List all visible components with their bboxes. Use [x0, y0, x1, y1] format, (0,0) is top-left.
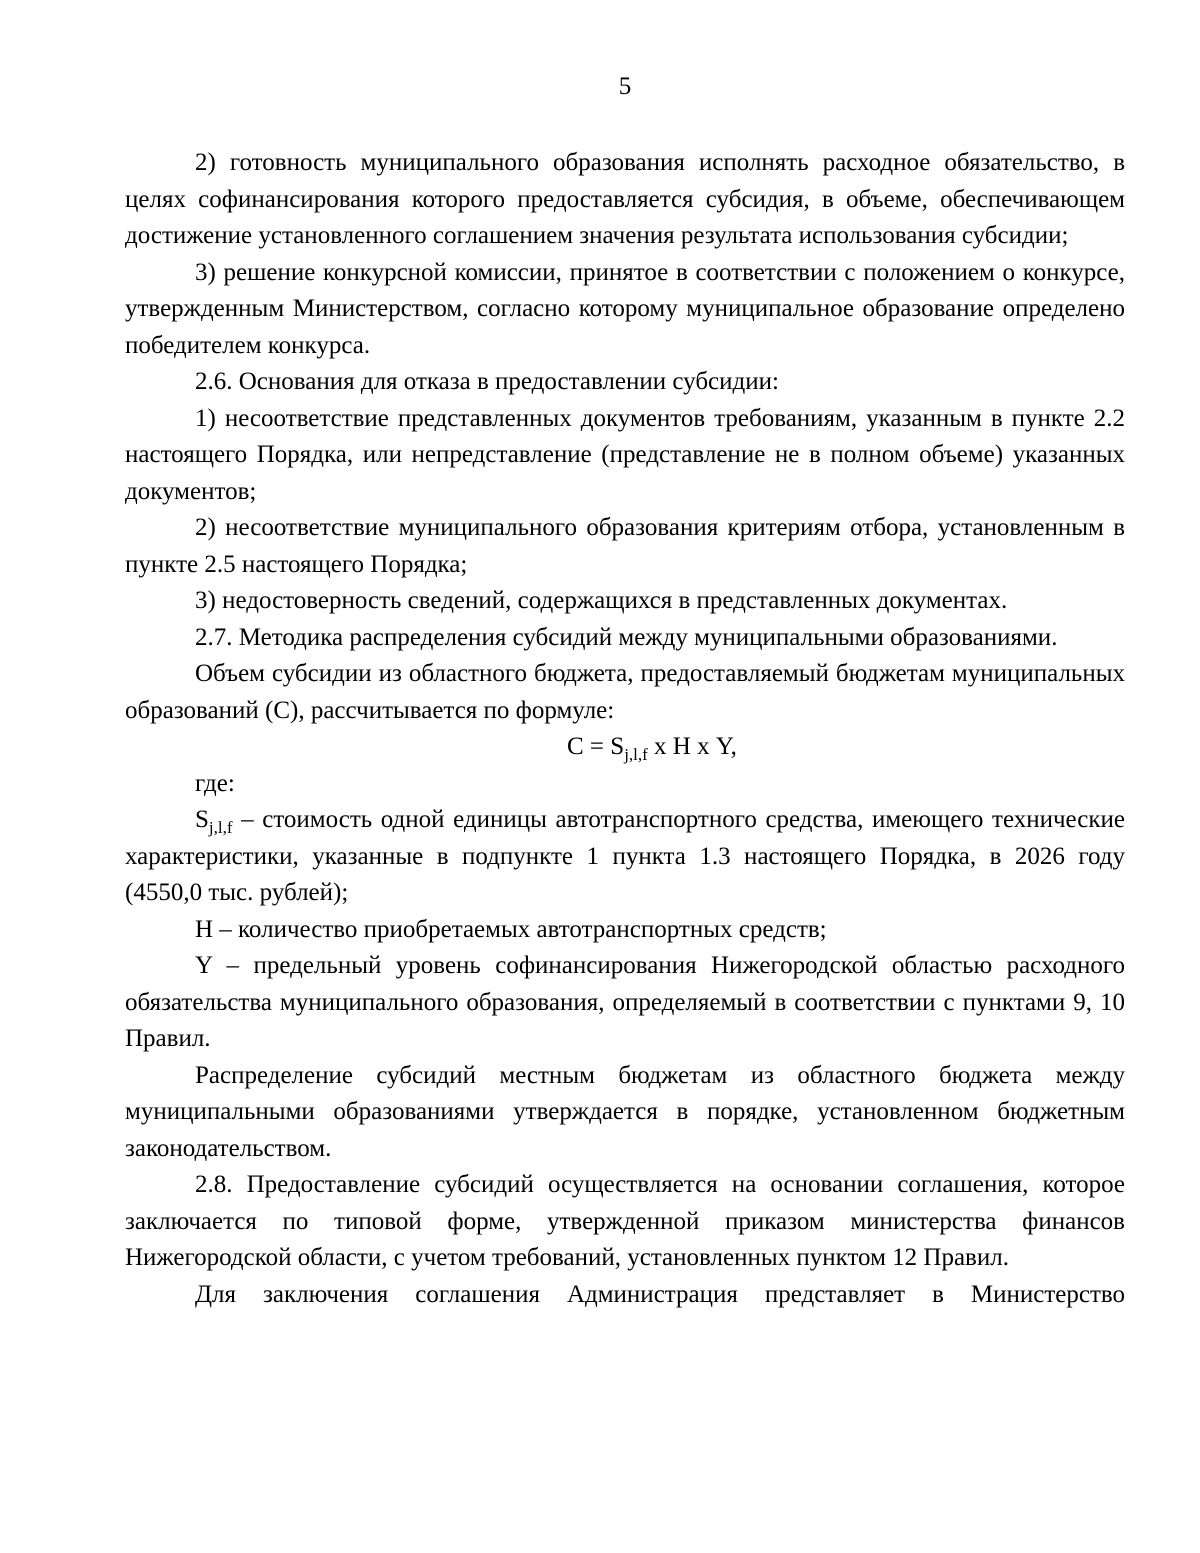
- paragraph-refusal-2: 2) несоответствие муниципального образования критериям отбора, установленным в пункте 2.5 настоящего Порядка;: [125, 514, 1125, 578]
- page-number: 5: [618, 73, 632, 100]
- paragraph-definition-s: [125, 802, 1125, 912]
- paragraph-section-2-7: 2.7. Методика распределения субсидий между муниципальными образованиями.: [195, 623, 1058, 651]
- paragraph-criterion-2: 2) готовность муниципального образования исполнять расходное обязательство, в целях софинансирования которого предоставляется субсидия, в объеме, обеспечивающем достижение установленного соглашением значения результата использования субсидии;: [125, 149, 1125, 249]
- definition-s-text: – стоимость одной единицы автотранспортного средства, имеющего технические характеристики, указанные в подпункте 1 пункта 1.3 настоящего Порядка, в 2026 году (4550,0 тыс. рублей);: [125, 806, 1125, 906]
- formula: [125, 729, 1125, 766]
- formula-subscript: j,l,f: [624, 745, 648, 764]
- paragraph-where: где:: [195, 769, 235, 797]
- document-body: [125, 145, 1125, 1313]
- paragraph-subsidy-volume: Объем субсидии из областного бюджета, предоставляемый бюджетам муниципальных образований (С), рассчитывается по формуле:: [125, 660, 1125, 724]
- paragraph-criterion-3: 3) решение конкурсной комиссии, принятое в соответствии с положением о конкурсе, утвержденным Министерством, согласно которому муниципальное образование определено победителем конкурса.: [125, 258, 1125, 359]
- definition-s-subscript: j,l,f: [208, 818, 233, 837]
- paragraph-refusal-1: 1) несоответствие представленных документов требованиям, указанным в пункте 2.2 настоящего Порядка, или непредставление (представление не в полном объеме) указанных документов;: [125, 404, 1125, 505]
- definition-s-symbol: S: [195, 806, 209, 833]
- formula-lead: С = S: [567, 733, 625, 760]
- paragraph-definition-n: Н – количество приобретаемых автотранспортных средств;: [195, 915, 827, 943]
- formula-tail: х Н х Y,: [647, 733, 737, 760]
- paragraph-definition-y: Y – предельный уровень софинансирования Нижегородской областью расходного обязательства муниципального образования, определяемый в соответствии с пунктами 9, 10 Правил.: [125, 952, 1125, 1052]
- paragraph-section-2-6: 2.6. Основания для отказа в предоставлении субсидии:: [195, 368, 779, 395]
- paragraph-section-2-8: 2.8. Предоставление субсидий осуществляется на основании соглашения, которое заключается по типовой форме, утвержденной приказом министерства финансов Нижегородской области, с учетом требований, установленных пунктом 12 Правил.: [125, 1171, 1125, 1271]
- paragraph-refusal-3: 3) недостоверность сведений, содержащихся в представленных документах.: [195, 587, 1008, 614]
- paragraph-distribution: Распределение субсидий местным бюджетам из областного бюджета между муниципальными образованиями утверждается в порядке, установленном бюджетным законодательством.: [125, 1061, 1125, 1162]
- paragraph-agreement: Для заключения соглашения Администрация представляет в Министерство: [195, 1280, 1125, 1308]
